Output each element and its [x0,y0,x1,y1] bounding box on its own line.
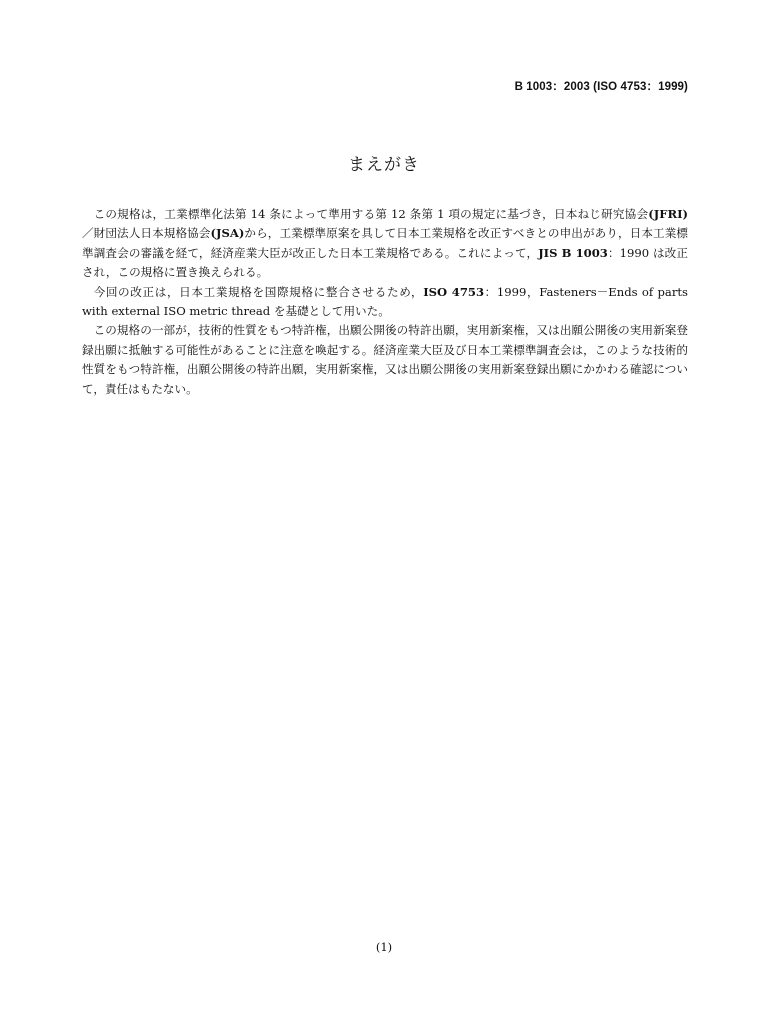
paragraph-1-text-a: この規格は，工業標準化法第 14 条によって準用する第 12 条第 1 項の規定に基づき，日本ねじ研究協会 [93,207,649,221]
paragraph-1-text-b: ／財団法人日本規格協会 [82,226,211,241]
standard-reference-jis: JIS B 1003 [538,245,608,260]
paragraph-1-text-c: から，工業標準原案を具して日本工業規格を改正すべきとの申出があり，日本工業標準調査会の審議を経て，経済産業大臣が改正した日本工業規格である。これによって， [82,226,688,260]
page-title: まえがき [348,155,420,175]
paragraph-3 [82,321,688,399]
standard-reference-iso: ISO 4753 [423,284,485,299]
page-number: (1) [375,940,393,954]
paragraph-2-text-b: ：1999，Fasteners－Ends of parts with external ISO metric thread を基礎として用いた。 [82,284,688,319]
paragraph-2-text-a: 今回の改正は，日本工業規格を国際規格に整合させるため， [93,284,424,299]
foreword-body [82,205,688,399]
org-abbrev-jfri: (JFRI) [648,207,688,221]
org-abbrev-jsa: (JSA) [210,226,245,241]
standard-number: B 1003：2003 (ISO 4753：1999) [514,81,688,93]
paragraph-1-text-d: ：1990 は改正され，この規格に置き換えられる。 [82,245,688,280]
paragraph-3-text: この規格の一部が，技術的性質をもつ特許権，出願公開後の特許出願，実用新案権，又は出願公開後の実用新案登録出願に抵触する可能性があることに注意を喚起する。経済産業大臣及び日本工業標準調査会は，このような技術的性質をもつ特許権，出願公開後の特許出願，実用新案権，又は出願公開後の実用新案登録出願にかかわる確認について，責任はもたない。 [82,323,688,396]
paragraph-1 [82,205,688,283]
paragraph-2 [82,283,688,322]
